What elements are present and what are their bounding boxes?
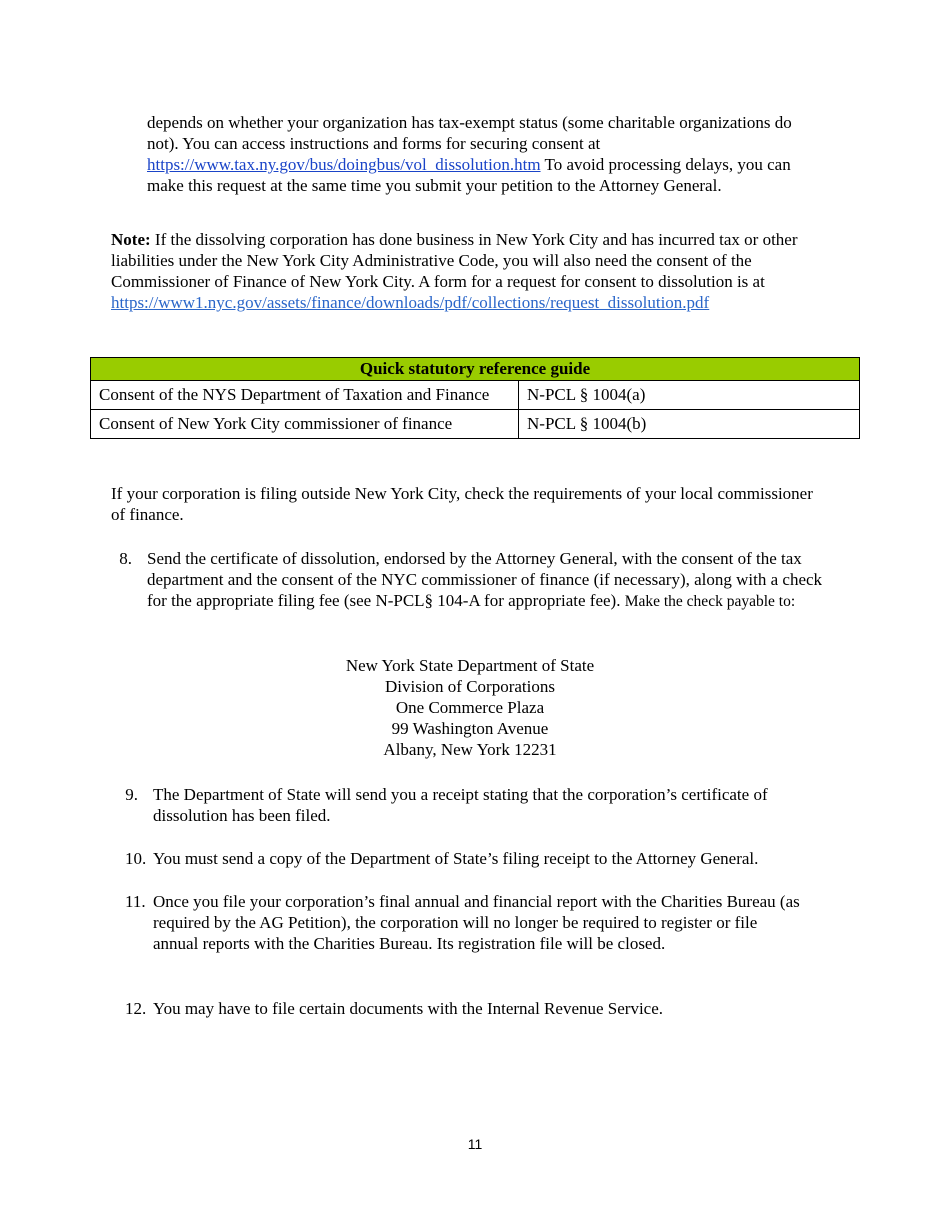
table-cell-citation: N-PCL § 1004(b) (519, 410, 860, 439)
list-text: You must send a copy of the Department of State’s filing receipt to the Attorney General. (153, 849, 759, 868)
list-text: You may have to file certain documents with the Internal Revenue Service. (153, 999, 664, 1018)
table-title: Quick statutory reference guide (91, 358, 860, 381)
note-label: Note: (111, 230, 151, 249)
intro-text-before-link: depends on whether your organization has tax-exempt status (some charitable organizations do not). You can access instructions and forms for securing consent at (147, 113, 792, 153)
address-line: 99 Washington Avenue (391, 719, 549, 738)
tax-dissolution-link[interactable]: https://www.tax.ny.gov/bus/doingbus/vol_dissolution.htm (147, 155, 541, 174)
list-number: 12. (125, 999, 147, 1018)
list-number: 11. (125, 892, 146, 911)
address-line: New York State Department of State (345, 656, 595, 675)
step-8-main-text: Send the certificate of dissolution, endorsed by the Attorney General, with the consent of the tax department and the consent of the NYC commissioner of finance (if necessary), along with a check for the appropriate filing fee (see N-PCL§ 104-A for appropriate fee). (147, 549, 823, 610)
mailing-address (300, 655, 640, 760)
table-row (91, 410, 860, 439)
list-number: 8. (119, 549, 132, 568)
intro-text-after-link: To avoid processing delays, you can make this request at the same time you submit your petition to the Attorney General. (147, 155, 791, 195)
list-number: 9. (125, 785, 138, 804)
address-line: Albany, New York 12231 (383, 740, 557, 759)
page-number: 11 (467, 1136, 483, 1152)
step-8-payable-text: Make the check payable to: (624, 593, 796, 610)
quick-reference-table (90, 357, 860, 439)
address-line: Division of Corporations (385, 677, 555, 696)
note-paragraph (111, 229, 841, 313)
list-number: 10. (125, 849, 147, 868)
note-text: If the dissolving corporation has done business in New York City and has incurred tax or other liabilities under the New York City Administrative Code, you will also need the consent of the Commissioner of Finance of New York City. A form for a request for consent to dissolution is at (111, 230, 798, 291)
nyc-dissolution-form-link[interactable]: https://www1.nyc.gov/assets/finance/downloads/pdf/collections/request_dissolution.pdf (111, 293, 710, 312)
table-row (91, 381, 860, 410)
list-text: Once you file your corporation’s final annual and financial report with the Charities Bureau (as required by the AG Petition), the corporation will no longer be required to register or file annual reports with the Charities Bureau. Its registration file will be closed. (153, 892, 800, 953)
intro-paragraph (147, 112, 827, 196)
table-cell-item: Consent of New York City commissioner of finance (91, 410, 519, 439)
table-cell-citation: N-PCL § 1004(a) (519, 381, 860, 410)
table-cell-item: Consent of the NYS Department of Taxation and Finance (91, 381, 519, 410)
list-text (147, 548, 827, 612)
list-text: The Department of State will send you a receipt stating that the corporation’s certificate of dissolution has been filed. (153, 785, 768, 825)
outside-nyc-paragraph: If your corporation is filing outside New York City, check the requirements of your local commissioner of finance. (111, 484, 813, 524)
table-header-row (91, 358, 860, 381)
address-line: One Commerce Plaza (395, 698, 545, 717)
